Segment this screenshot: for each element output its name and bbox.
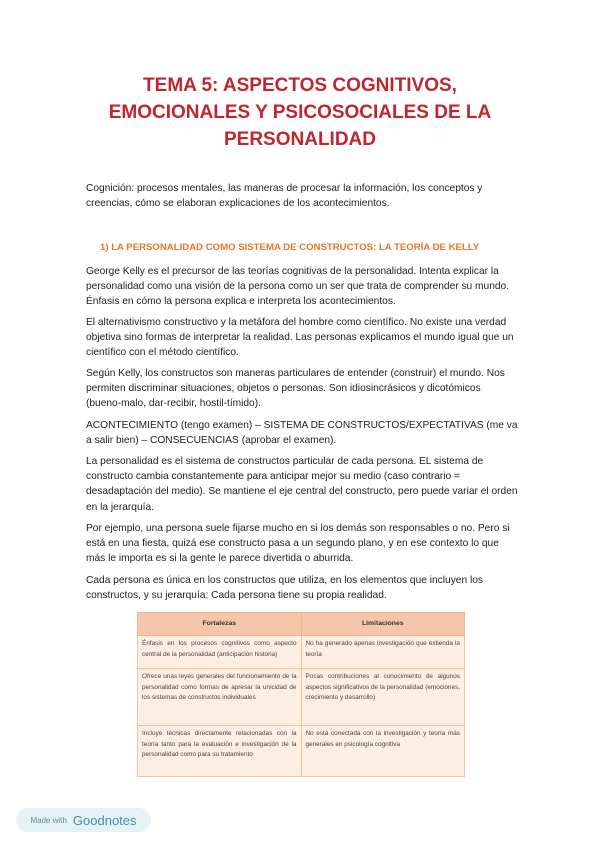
table-header-row [138,613,465,636]
intro-paragraph: Cognición: procesos mentales, las maneras de procesar la información, los conceptos y creencias, cómo se elaboran explicaciones de los acontecimientos. [86,183,483,210]
paragraph-4: ACONTECIMIENTO (tengo examen) – SISTEMA DE CONSTRUCTOS/EXPECTATIVAS (me va a salir bien) – CONSECUENCIAS (aprobar el examen). [86,420,518,447]
table-row [138,669,465,726]
document-title [60,72,540,153]
table-cell: No está conectada con la investigación y teoría más generales en psicología cognitiva [301,726,465,777]
paragraph-7: Cada persona es única en los constructos que utiliza, en los elementos que incluyen los constructos, y su jerarquía: Cada persona tiene su propia realidad. [86,575,483,602]
paragraph-1: George Kelly es el precursor de las teorías cognitivas de la personalidad. Intenta explicar la personalidad como una visión de la persona como un ser que trata de comprender su mundo. Énfasis en cómo la persona explica e interpreta los acontecimientos. [86,266,510,308]
paragraph-6: Por ejemplo, una persona suele fijarse mucho en si los demás son responsables o no. Pero si está en una fiesta, quizá ese constructo pasa a un segundo plano, y en ese contexto lo que más le importa es si la gente le parece divertida o aburrida. [86,523,510,565]
table-cell: Incluye técnicas directamente relacionadas con la teoría tanto para la evaluación e investigación de la personalidad como para su tratamiento [138,726,302,777]
title-line-3: PERSONALIDAD [223,129,376,150]
table-row [138,726,465,777]
paragraph-3: Según Kelly, los constructos son maneras particulares de entender (construir) el mundo. Nos permiten discriminar situaciones, objetos o personas. Son idiosincrásicos y dicotómicos (bueno-malo, dar-recibir, hostil-tímido). [86,368,505,410]
strengths-limitations-table [137,612,465,777]
paragraph-5: La personalidad es el sistema de constructos particular de cada persona. EL sistema de constructo cambia constantemente para anticipar mejor su medio (caso contrario = desadaptación del medio). Se mantiene el eje central del constructo, pero puede variar el orden en la jerarquía. [86,456,518,513]
section-heading-kelly: 1) LA PERSONALIDAD COMO SISTEMA DE CONSTRUCTOS: LA TEORÍA DE KELLY [100,242,480,253]
table-row [138,636,465,669]
table-cell: No ha generado apenas investigación que extienda la teoría [301,636,465,669]
table-cell: Pocas contribuciones al conocimiento de algunos aspectos significativos de la personalidad (emociones, crecimiento y desarrollo) [301,669,465,726]
table-cell: Énfasis en los procesos cognitivos como aspecto central de la personalidad (anticipación historia) [138,636,302,669]
paragraph-2: El alternativismo constructivo y la metáfora del hombre como científico. No existe una verdad objetiva sino formas de interpretar la realidad. Las personas explicamos el mundo igual que un científico con el método científico. [86,317,514,359]
table-cell: Ofrece unas leyes generales del funcionamiento de la personalidad como formas de apresar la unicidad de los sistemas de constructos individuales [138,669,302,726]
title-line-1: TEMA 5: ASPECTOS COGNITIVOS, [143,75,457,96]
header-limitations: Limitaciones [301,613,465,636]
made-with-label: Made with [30,815,67,825]
title-line-2: EMOCIONALES Y PSICOSOCIALES DE LA [108,102,492,123]
goodnotes-logo-text: Goodnotes [72,812,137,828]
header-strengths: Fortalezas [138,613,302,636]
made-with-goodnotes-badge[interactable] [16,808,151,832]
